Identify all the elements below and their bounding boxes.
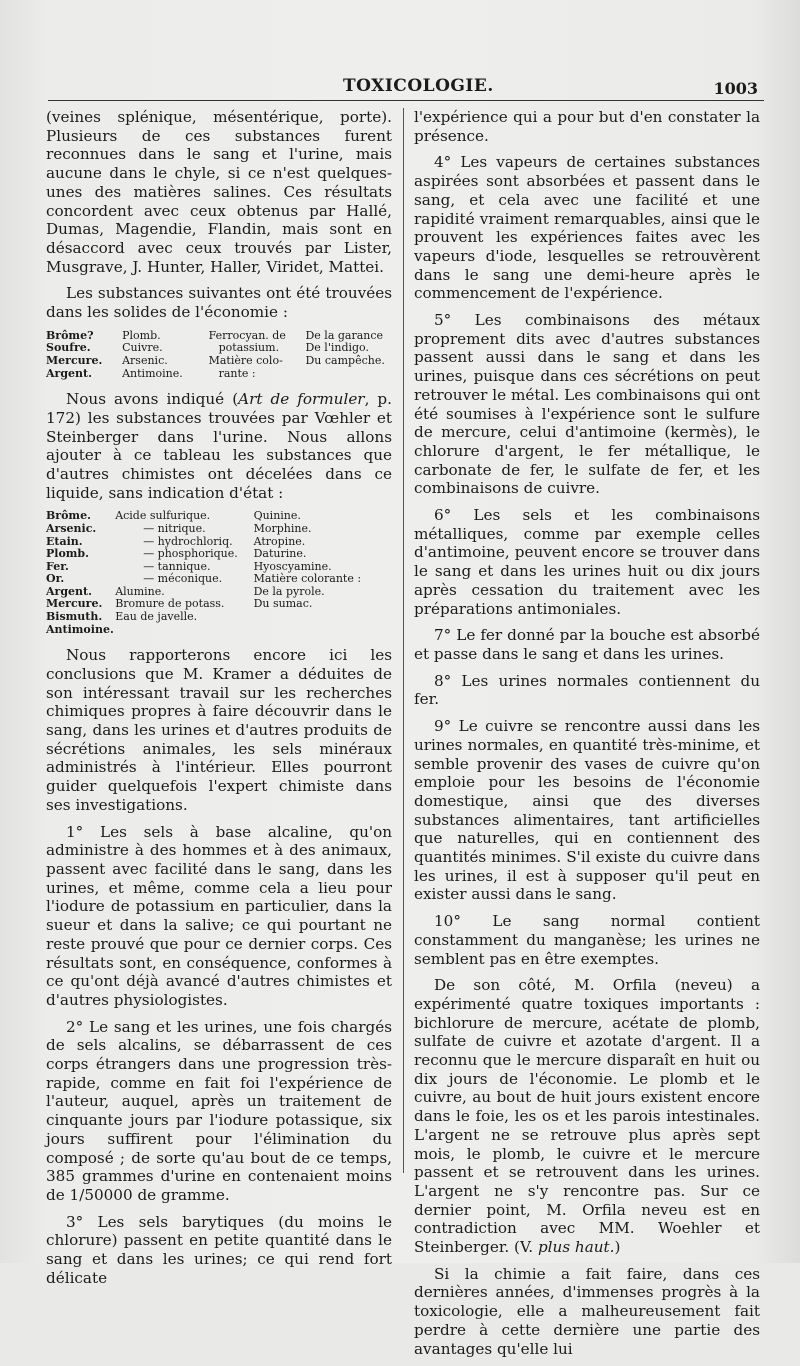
table-cell: Arsenic. [46,521,97,535]
paragraph: 7° Le fer donné par la bouche est absorbé et passe dans le sang et dans les urines. [414,626,760,663]
text-run: , p. 172) les substances trouvées par Vœhler et Steinberger dans l'urine. Nous allons ajouter à ce tableau les substances que d'autres chimistes ont décelées dans ce liquide, sans indication d'état : [46,390,392,502]
left-column [46,108,392,1295]
running-header [48,74,764,101]
table-cell: Antimoine. [122,366,183,380]
table-cell: Soufre. [46,341,91,355]
text-run: De son côté, M. Orfila (neveu) a expérimenté quatre toxiques importants : bichlorure de mercure, acétate de plomb, sulfate de cuivre et azotate d'argent. Il a reconnu que le mercure disparaît en huit ou dix jours de l'économie. Le plomb et le cuivre, au bout de huit jours existent encore dans le foie, les os et les parois intestinales. L'argent ne se retrouve plus après sept mois, le plomb, le cuivre et le mercure passent et se retrouvent dans les urines. L'argent ne s'y rencontre pas. Sur ce dernier point, M. Orfila neveu est en contradiction avec MM. Woehler et Steinberger. (V. [414,976,760,1257]
table-cell: Mercure. [46,597,103,611]
substances-table-urine [46,510,392,636]
table-cell: Atropine. [253,534,306,548]
paragraph: Les substances suivantes ont été trouvées dans les solides de l'économie : [46,284,392,322]
table-cell: Arsenic. [122,353,168,367]
table-cell: Alumine. [115,584,165,598]
table-cell: Plomb. [122,328,161,342]
paragraph: Nous rapporterons encore ici les conclusions que M. Kramer a déduites de son intéressant travail sur les recherches chimiques propres à faire découvrir dans le sang, dans les urines et d'autres produits de sécrétions animales, les sels minéraux administrés à l'intérieur. Elles pourront guider quelquefois l'expert chimiste dans ses investigations. [46,646,392,814]
table-cell: Or. [46,572,65,586]
table-cell [115,624,253,637]
table-cell [115,523,253,536]
table-cell: De la garance [305,328,384,342]
table-cell: Brôme? [46,328,94,342]
book-title: Art de formuler [238,390,365,409]
table-cell [254,611,392,624]
table-cell: Brôme. [46,509,91,523]
table-cell [305,368,392,381]
paragraph: 10° Le sang normal contient constamment du manganèse; les urines ne semblent pas en être exemptes. [414,912,760,968]
table-cell: De l'indigo. [305,341,369,355]
paragraph: 8° Les urines normales contiennent du fer. [414,671,760,709]
table-cell: Argent. [46,584,92,598]
table-cell: Matière colorante : [253,572,362,586]
paragraph: Si la chimie a fait faire, dans ces dernières années, d'immenses progrès à la toxicologie, elle a malheureusement fait perdre à cette dernière une partie des avantages qu'elle lui [414,1264,760,1358]
page-number: 1003 [713,79,758,98]
table-cell [254,624,392,637]
table-cell: Mercure. [46,353,103,367]
table-cell: Du campêche. [305,353,385,367]
paragraph: 4° Les vapeurs de certaines substances aspirées sont absorbées et passent dans le sang, et cela avec une facilité et une rapidité vraiment remarquables, ainsi que le prouvent les expériences faites avec les vapeurs d'iode, lesquelles se retrouvèrent dans le sang une demi-heure après le commencement de l'expérience. [414,153,760,303]
table-cell: Antimoine. [46,622,114,636]
table-row [46,611,392,624]
table-row [46,355,392,368]
table-row [46,624,392,637]
table-cell: rante : [218,366,256,380]
table-cell-text: — nitrique. [143,521,206,535]
text-run: ) [614,1238,621,1257]
paragraph: 2° Le sang et les urines, une fois chargés de sels alcalins, se débarrassent de ces corps étrangers dans une progression très-rapide, comme en fait foi l'expérience de l'auteur, auquel, après un traitement de cinquante jours par l'iodure potassique, six jours suffirent pour l'élimination du composé ; de sorte qu'au bout de ce temps, 385 grammes d'urine en contenaient moins de 1/50000 de gramme. [46,1017,392,1204]
table-cell-text: — méconique. [143,572,223,586]
paragraph: (veines splénique, mésentérique, porte). Plusieurs de ces substances furent reconnues dans le sang et l'urine, mais aucune dans le chyle, si ce n'est quelques-unes des matières salines. Ces résultats concordent avec ceux obtenus par Hallé, Dumas, Magendie, Flandin, mais sont en désaccord avec ceux trouvés par Lister, Musgrave, J. Hunter, Haller, Viridet, Mattei. [46,108,392,276]
cross-reference: plus haut. [537,1238,615,1257]
table-cell-text: — phosphorique. [143,547,238,561]
table-row [46,548,392,561]
table-cell: Morphine. [253,521,312,535]
table-cell [115,573,253,586]
table-cell-text: — hydrochloriq. [143,534,233,548]
table-cell: Matière colo- [208,353,283,367]
paragraph [414,976,760,1257]
table-cell: potassium. [218,341,280,355]
table-cell: Fer. [46,559,69,573]
right-column [414,108,760,1366]
paragraph: 5° Les combinaisons des métaux proprement dits avec d'autres substances passent aussi dans le sang et dans les urines, puisque dans ces sécrétions on peut retrouver le métal. Les combinaisons qui ont été soumises à l'expérience sont le sulfure de mercure, celui d'antimoine (kermès), le chlorure d'argent, le fer métallique, le carbonate de fer, le sulfate de fer, et les combinaisons de cuivre. [414,311,760,498]
substances-table-solids [46,330,392,380]
paragraph: l'expérience qui a pour but d'en constater la présence. [414,108,760,145]
table-cell: Etain. [46,534,83,548]
table-cell [115,548,253,561]
running-title: TOXICOLOGIE. [343,76,494,96]
table-row [46,368,392,381]
table-cell: Cuivre. [122,341,163,355]
table-cell: De la pyrole. [253,584,325,598]
table-cell: Ferrocyan. de [208,328,286,342]
paragraph [46,390,392,502]
table-cell: Plomb. [46,547,89,561]
table-cell: Quinine. [253,509,301,523]
table-cell: Acide sulfurique. [115,509,211,523]
table-cell: Eau de javelle. [115,610,198,624]
paragraph: 3° Les sels barytiques (du moins le chlorure) passent en petite quantité dans le sang et dans les urines; ce qui rend fort délicate [46,1212,392,1287]
table-row [46,510,392,523]
table-cell: Bismuth. [46,610,103,624]
paragraph: 1° Les sels à base alcaline, qu'on administre à des hommes et à des animaux, passent avec facilité dans le sang, dans les urines, et même, comme cela a lieu pour l'iodure de potassium en particulier, dans la sueur et dans la salive; ce qui pourtant ne reste prouvé que pour ce dernier corps. Ces résultats sont, en conséquence, conformes à ce qu'ont déjà avancé d'autres chimistes et d'autres physiologistes. [46,822,392,1009]
table-row [46,573,392,586]
table-cell: Hyoscyamine. [253,559,332,573]
paragraph: 9° Le cuivre se rencontre aussi dans les urines normales, en quantité très-minime, et semble provenir des vases de cuivre qu'on emploie pour les besoins de l'économie domestique, ainsi que des diverses substances alimentaires, tant artificielles que naturelles, qui en contiennent des quantités minimes. S'il existe du cuivre dans les urines, il est à supposer qu'il peut en exister aussi dans le sang. [414,717,760,904]
table-cell: Bromure de potass. [115,597,225,611]
table-cell: Daturine. [253,547,307,561]
table-cell: Du sumac. [253,597,313,611]
column-divider [403,108,404,1173]
table-row [46,523,392,536]
table-cell: Argent. [46,366,92,380]
text-run: Nous avons indiqué ( [66,390,239,409]
table-cell-text: — tannique. [143,559,211,573]
paragraph: 6° Les sels et les combinaisons métalliques, comme par exemple celles d'antimoine, peuvent encore se trouver dans le sang et dans les urines huit ou dix jours après cessation du traitement avec les préparations antimoniales. [414,506,760,618]
